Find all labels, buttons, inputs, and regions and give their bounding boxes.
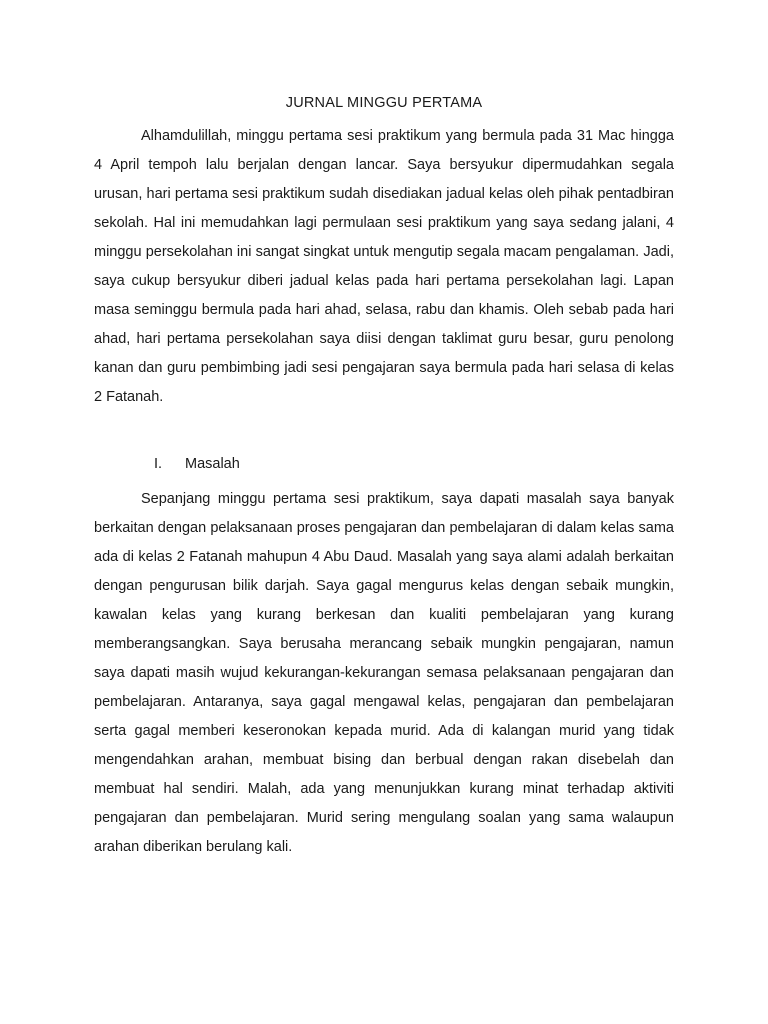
section-heading [154, 450, 240, 479]
document-title: JURNAL MINGGU PERTAMA [285, 95, 483, 111]
section-title: Masalah [185, 456, 240, 472]
paragraph-introduction: Alhamdulillah, minggu pertama sesi praktikum yang bermula pada 31 Mac hingga 4 April tempoh lalu berjalan dengan lancar. Saya bersyukur dipermudahkan segala urusan, hari pertama sesi praktikum sudah disediakan jadual kelas oleh pihak pentadbiran sekolah. Hal ini memudahkan lagi permulaan sesi praktikum yang saya sedang jalani, 4 minggu persekolahan ini sangat singkat untuk mengutip segala macam pengalaman. Jadi, saya cukup bersyukur diberi jadual kelas pada hari pertama persekolahan lagi. Lapan masa seminggu bermula pada hari ahad, selasa, rabu dan khamis. Oleh sebab pada hari ahad, hari pertama persekolahan saya diisi dengan taklimat guru besar, guru penolong kanan dan guru pembimbing jadi sesi pengajaran saya bermula pada hari selasa di kelas 2 Fatanah. [94, 128, 674, 405]
section-number: I. [154, 456, 163, 472]
paragraph-masalah: Sepanjang minggu pertama sesi praktikum, saya dapati masalah saya banyak berkaitan dengan pelaksanaan proses pengajaran dan pembelajaran di dalam kelas sama ada di kelas 2 Fatanah mahupun 4 Abu Daud. Masalah yang saya alami adalah berkaitan dengan pengurusan bilik darjah. Saya gagal mengurus kelas dengan sebaik mungkin, kawalan kelas yang kurang berkesan dan kualiti pembelajaran yang kurang memberangsangkan. Saya berusaha merancang sebaik mungkin pengajaran, namun saya dapati masih wujud kekurangan-kekurangan semasa pelaksanaan pengajaran dan pembelajaran. Antaranya, saya gagal mengawal kelas, pengajaran dan pembelajaran serta gagal memberi keseronokan kepada murid. Ada di kalangan murid yang tidak mengendahkan arahan, membuat bising dan berbual dengan rakan disebelah dan membuat hal sendiri. Malah, ada yang menunjukkan kurang minat terhadap aktiviti pengajaran dan pembelajaran. Murid sering mengulang soalan yang sama walaupun arahan diberikan berulang kali. [94, 491, 674, 855]
